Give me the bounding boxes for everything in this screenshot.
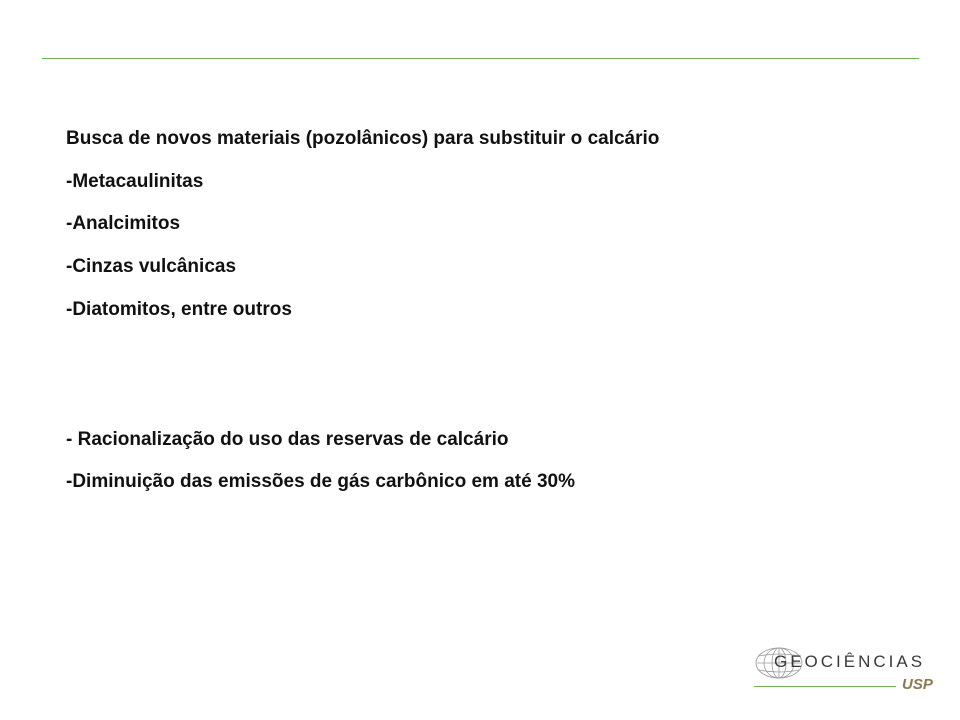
list-item: -Diminuição das emissões de gás carbônico em até 30% [66,471,575,492]
usp-wordmark: USP [902,676,933,693]
top-divider-line [42,58,919,59]
list-item: -Cinzas vulcânicas [66,256,237,277]
geociencias-usp-logo [754,646,944,696]
list-item: -Metacaulinitas [66,171,204,192]
list-item: -Analcimitos [66,213,181,234]
list-item: -Diatomitos, entre outros [66,299,292,320]
logo-underline [754,686,896,687]
logo-wordmark: GEOCIÊNCIAS [774,652,926,671]
slide-heading: Busca de novos materiais (pozolânicos) para substituir o calcário [66,128,660,149]
list-item: - Racionalização do uso das reservas de calcário [66,429,509,450]
